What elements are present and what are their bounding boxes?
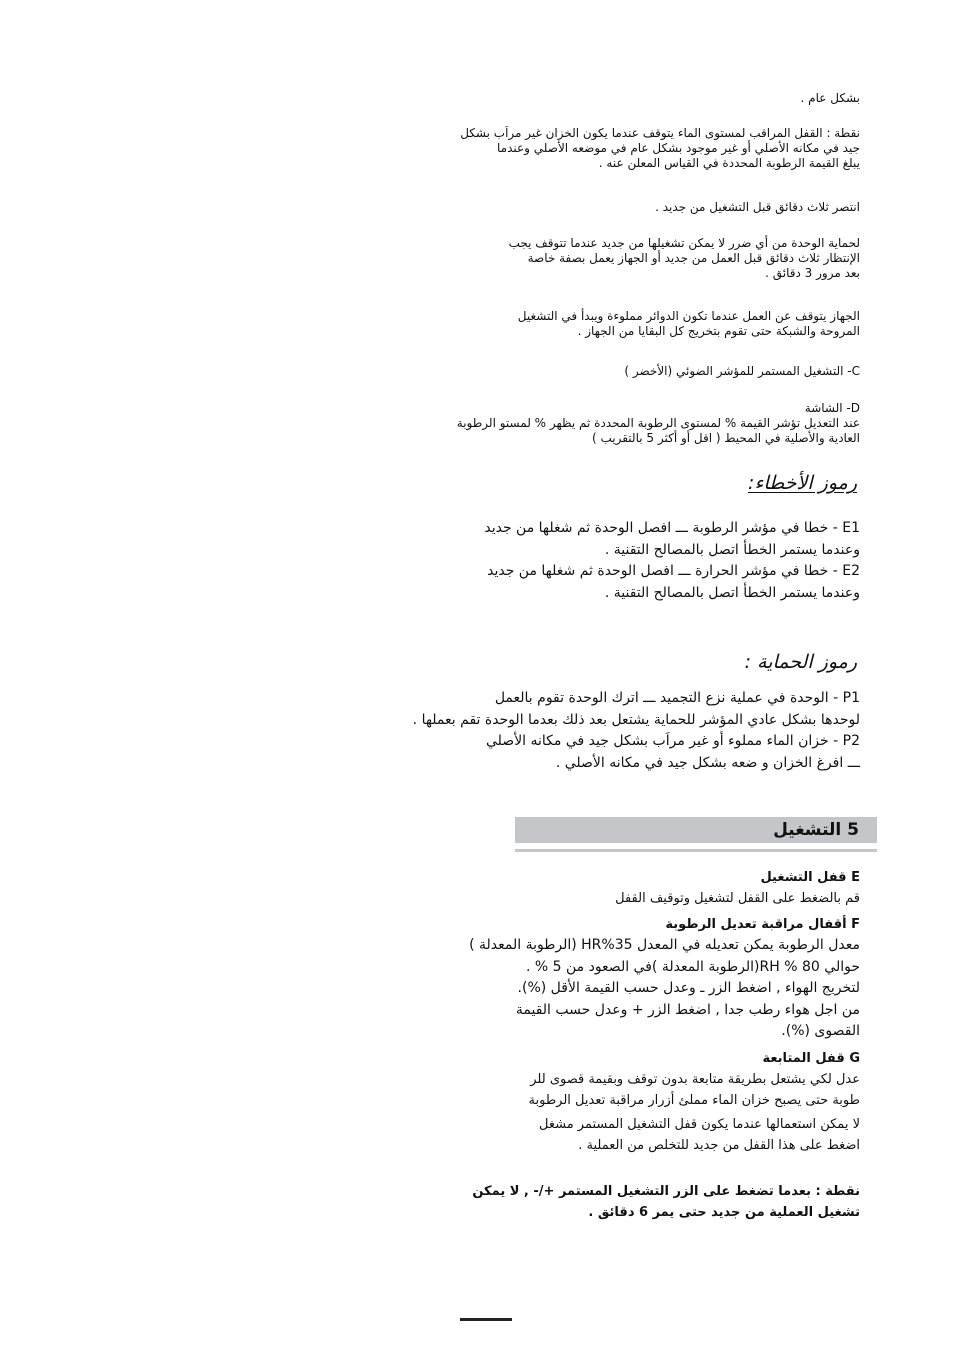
wait-three-text: انتصر ثلاث دقائق قبل التشغيل من جديد . xyxy=(655,200,860,214)
item-d: D- الشاشة عند التعديل تؤشر القيمة % لمستوى الرطوبة المحددة ثم يظهر % لمستو الرطوبة العادية والأصلية في المحيط ( اقل أو أكثر 5 بالتقريب ) xyxy=(456,401,860,445)
section-title: 5 التشغيل xyxy=(773,820,859,840)
error-codes-list: E1 - خطا في مؤشر الرطوبة ـــ افصل الوحدة ثم شغلها من جديد وعندما يستمر الخطأ اتصل بالمصالح التقنية . E2 - خطا في مؤشر الحرارة ـــ افصل الوحدة ثم شغلها من جديد وعندما يستمر الخطأ اتصل بالمصالح التقنية . xyxy=(484,520,860,601)
section-f: F أقفال مراقبة تعديل الرطوبة معدل الرطوبة يمكن تعديله في المعدل 35%HR (الرطوبة المعدلة ) حوالي 80 % RH(الرطوبة المعدلة )في الصعود من 5 % . لتخريج الهواء , اضغط الزر ـ وعدل حسب القيمة الأقل (%). من اجل هواء رطب جدا , اضغط الزر + وعدل حسب القيمة القصوى (%). xyxy=(469,917,860,1039)
section-e xyxy=(615,868,860,909)
section-divider xyxy=(515,849,877,852)
section-g: G قفل المتابعة عدل لكي يشتعل بطريقة متابعة بدون توقف وبقيمة قصوى للر طوبة حتى يصبح خزان الماء مملئ أزرار مراقبة تعديل الرطوبة لا يمكن استعمالها عندما يكون قفل التشغيل المستمر مشغل اضغط على هذا القفل من جديد للتخلص من العملية . xyxy=(528,1051,860,1153)
protection-codes-list: P1 - الوحدة في عملية نزع التجميد ـــ اترك الوحدة تقوم بالعمل لوحدها بشكل عادي المؤشر للحماية يشتعل بعد ذلك بعدما الوحدة تقم بعملها . P2 - خزان الماء مملوء أو غير مراَب بشكل جيد في مكانه الأصلي ـــ افرغ الخزان و ضعه بشكل جيد في مكانه الأصلي . xyxy=(412,690,860,771)
item-c: C- التشغيل المستمر للمؤشر الضوئي (الأخضر ) xyxy=(624,364,860,378)
f-title: F أقفال مراقبة تعديل الرطوبة xyxy=(665,917,860,932)
stop-paragraph: الجهاز يتوقف عن العمل عندما تكون الدوائر مملوءة ويبدأ في التشغيل المروحة والشبكة حتى تقوم بتخريج كل البقايا من الجهاز . xyxy=(517,309,860,338)
e-text: قم بالضغط على القفل لتشغيل وتوقيف القفل xyxy=(615,891,860,906)
e-title: E قفل التشغيل xyxy=(760,870,860,885)
g-title: G قفل المتابعة xyxy=(762,1051,860,1066)
note-tank: نقطة : القفل المراقب لمستوى الماء يتوقف عندما يكون الخزان غير مراَب بشكل جيد في مكانه الأصلي أو غير موجود بشكل عام في موضعه الأصلي وعندما يبلغ القيمة الرطوبة المحددة في القياس المعلن عنه . xyxy=(460,126,860,170)
final-note: نقطة : بعدما تضغط على الزر التشغيل المستمر +/- , لا يمكن تشغيل العملية من جديد حتى يمر 6 دقائق . xyxy=(472,1184,860,1220)
protection-codes-heading: رموز الحماية : xyxy=(744,651,857,673)
protection-paragraph: لحماية الوحدة من أي ضرر لا يمكن تشغيلها من جديد عندما تتوقف يجب الإنتظار ثلاث دقائق قبل العمل من جديد أو الجهاز يعمل بصفة خاصة بعد مرور 3 دقائق . xyxy=(508,236,860,280)
section-title-bar xyxy=(515,817,877,843)
error-codes-heading: رموز الأخطاء: xyxy=(748,472,857,494)
footer-rule xyxy=(460,1318,512,1321)
general-text: بشكل عام . xyxy=(800,91,860,105)
